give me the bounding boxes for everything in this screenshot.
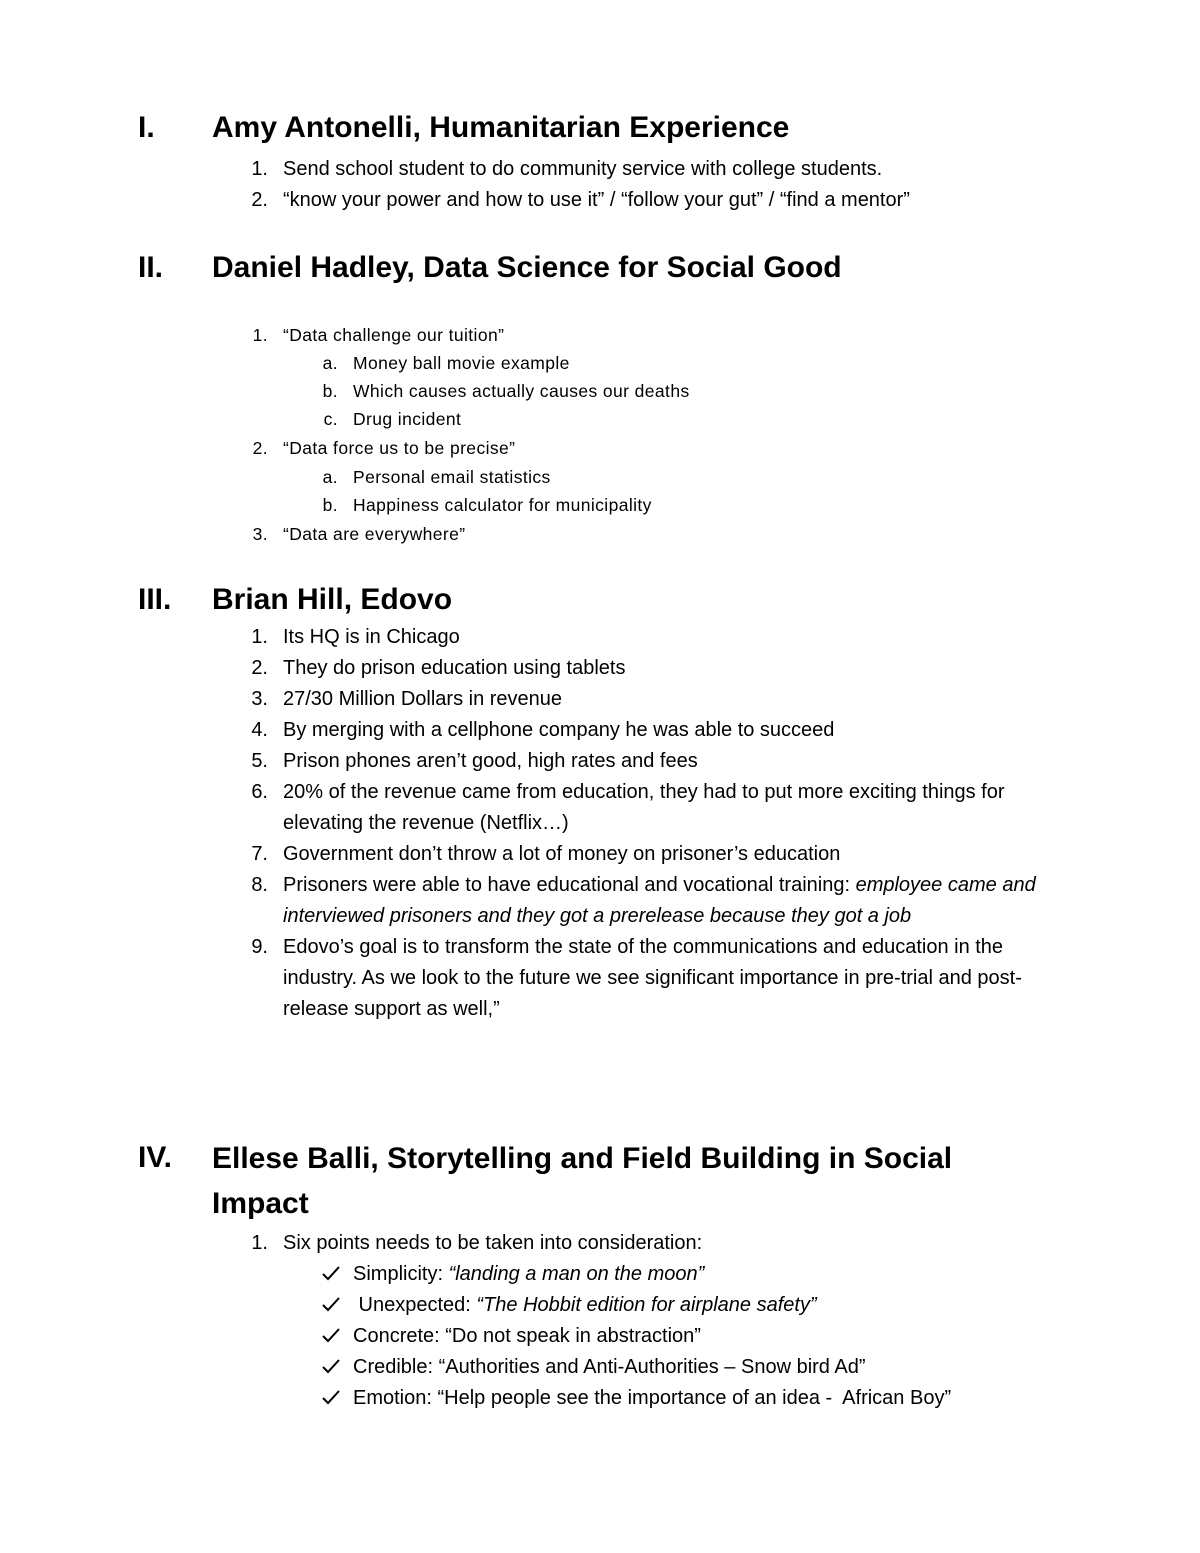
sub-list-letter: a.	[322, 467, 338, 487]
list-text: Prison phones aren’t good, high rates and fees	[283, 750, 698, 772]
list-number: 5.	[251, 750, 268, 772]
check-mark-icon	[321, 1295, 341, 1315]
section-1	[0, 110, 1200, 211]
list-number: 1.	[251, 1232, 268, 1254]
sub-list-letter: a.	[322, 353, 338, 373]
section-title: Brian Hill, Edovo	[212, 583, 453, 616]
check-mark-icon	[321, 1388, 341, 1408]
checklist-quote: “The Hobbit edition for airplane safety”	[476, 1294, 817, 1316]
sub-list-text: Personal email statistics	[353, 467, 551, 487]
sub-list-letter: b.	[322, 495, 338, 515]
checklist-label: Simplicity:	[353, 1263, 449, 1285]
list-text: By merging with a cellphone company he was able to succeed	[283, 719, 835, 741]
list-text	[283, 870, 1063, 932]
section-title: Ellese Balli, Storytelling and Field Building in Social Impact	[212, 1142, 953, 1220]
list-text: Send school student to do community service with college students.	[283, 158, 883, 180]
list-text: 20% of the revenue came from education, they had to put more exciting things for elevating the revenue (Netflix…)	[283, 781, 1005, 834]
sub-list-letter: c.	[323, 409, 338, 429]
list-text-italic: employee came and interviewed prisoners and they got a prerelease because they got a job	[283, 874, 1036, 927]
list-number: 6.	[251, 781, 268, 803]
section-4	[0, 1140, 1200, 1409]
checklist-quote: “landing a man on the moon”	[448, 1263, 705, 1285]
list-text: “Data force us to be precise”	[283, 438, 516, 458]
section-numeral: III.	[138, 583, 172, 616]
list-number: 2.	[251, 657, 268, 679]
section-heading	[0, 1140, 1200, 1236]
checklist-text: Concrete: “Do not speak in abstraction”	[353, 1325, 701, 1347]
section-title: Amy Antonelli, Humanitarian Experience	[212, 111, 790, 144]
list-text: “know your power and how to use it” / “follow your gut” / “find a mentor”	[283, 189, 910, 211]
checklist-label: Unexpected:	[353, 1294, 477, 1316]
list-text: 27/30 Million Dollars in revenue	[283, 688, 563, 710]
section-numeral: II.	[138, 251, 164, 284]
check-mark-icon	[321, 1264, 341, 1284]
list-number: 4.	[251, 719, 268, 741]
list-number: 9.	[251, 936, 268, 958]
sub-list-letter: b.	[322, 381, 338, 401]
list-number: 2.	[252, 438, 268, 458]
sub-list-text: Happiness calculator for municipality	[353, 495, 652, 515]
list-text-plain: Prisoners were able to have educational and vocational training:	[283, 874, 856, 896]
sub-list-text: Money ball movie example	[353, 353, 570, 373]
check-mark-icon	[321, 1357, 341, 1377]
sub-list-text: Drug incident	[353, 409, 462, 429]
list-text: Edovo’s goal is to transform the state of the communications and education in the industry. As we look to the future we see significant importance in pre-trial and post-release support as well,”	[283, 936, 1022, 1020]
section-heading	[0, 110, 1200, 160]
list-number: 2.	[251, 189, 268, 211]
section-2	[0, 250, 1200, 544]
list-number: 1.	[251, 626, 268, 648]
checklist-text: Emotion: “Help people see the importance of an idea - African Boy”	[353, 1387, 952, 1409]
list-number: 3.	[252, 524, 268, 544]
checklist-text: Credible: “Authorities and Anti-Authorities – Snow bird Ad”	[353, 1356, 866, 1378]
sub-list-text: Which causes actually causes our deaths	[353, 381, 690, 401]
section-3	[0, 582, 1200, 1020]
check-mark-icon	[321, 1326, 341, 1346]
list-text: “Data challenge our tuition”	[283, 325, 505, 345]
section-numeral: IV.	[138, 1141, 172, 1174]
list-text: Its HQ is in Chicago	[283, 626, 460, 648]
list-text: Six points needs to be taken into consideration:	[283, 1232, 703, 1254]
section-numeral: I.	[138, 111, 155, 144]
list-text: Government don’t throw a lot of money on prisoner’s education	[283, 843, 841, 865]
checklist-text	[353, 1259, 1073, 1290]
list-number: 7.	[251, 843, 268, 865]
list-text: They do prison education using tablets	[283, 657, 626, 679]
list-text: “Data are everywhere”	[283, 524, 466, 544]
list-number: 1.	[252, 325, 268, 345]
list-number: 8.	[251, 874, 268, 896]
checklist-text	[353, 1290, 1073, 1321]
section-heading	[0, 250, 1200, 300]
section-title: Daniel Hadley, Data Science for Social Good	[212, 251, 842, 284]
list-number: 3.	[251, 688, 268, 710]
list-number: 1.	[251, 158, 268, 180]
